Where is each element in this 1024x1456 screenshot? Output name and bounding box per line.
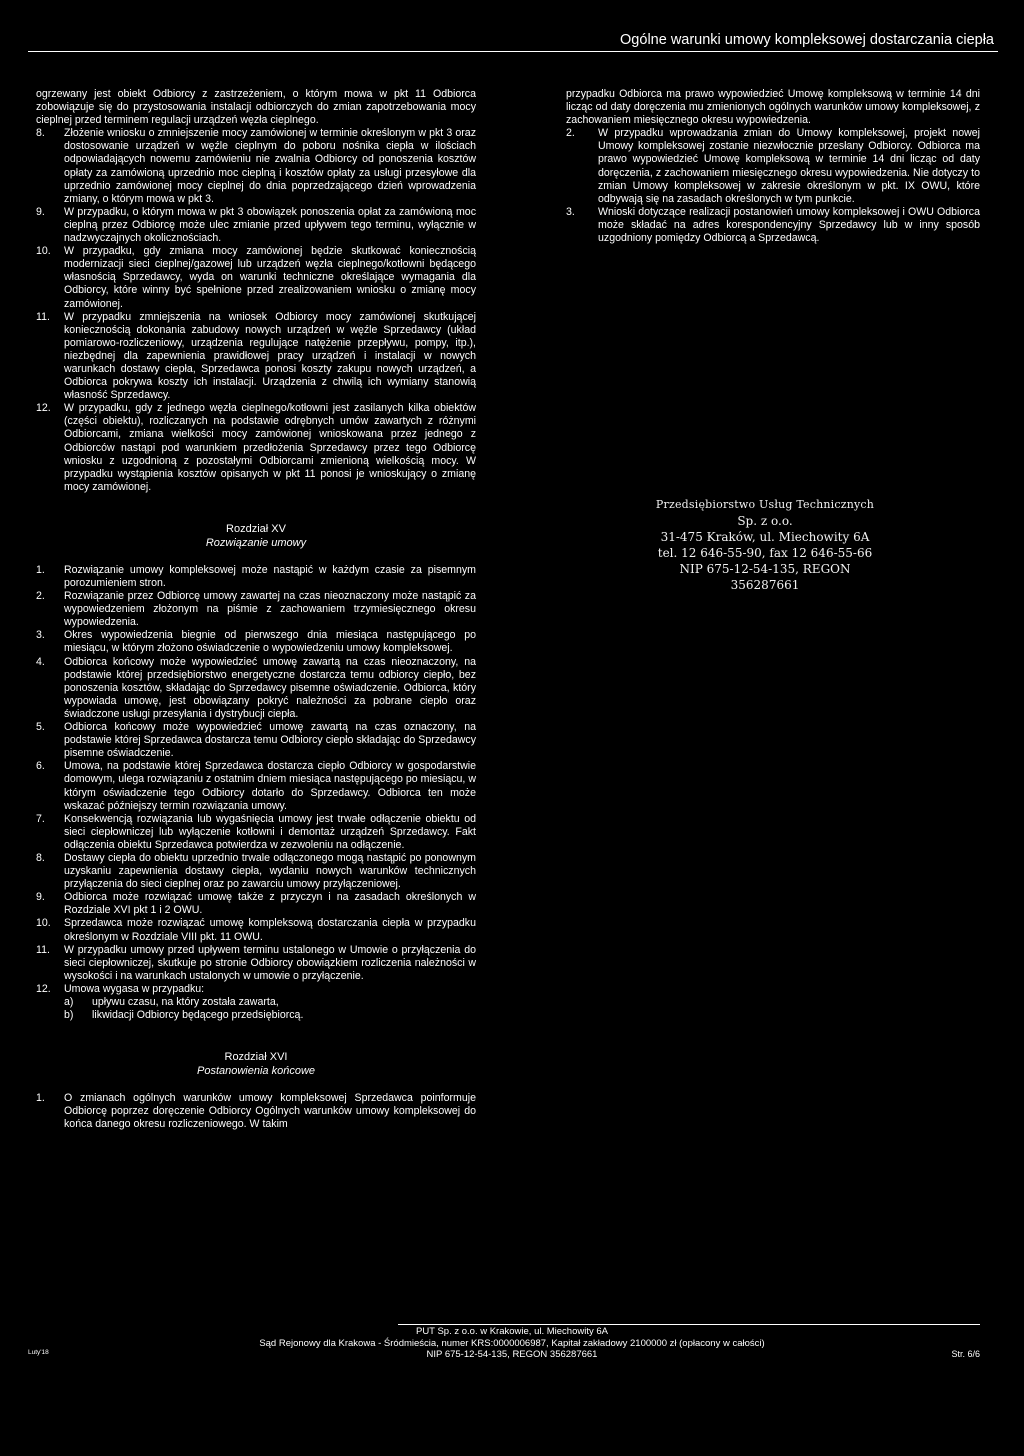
item-text: Konsekwencją rozwiązania lub wygaśnięcia umowy jest trwałe odłączenie obiektu od sieci ciepłowniczej lub wyłączenie kotłowni i demontaż urządzeń Sprzedawcy. Fakt odłączenia obiektu Sprzedawca potwierdza w zezwoleniu na odłączenie. (64, 812, 476, 851)
stamp-legal-form: Sp. z o.o. (737, 514, 793, 528)
sub-item-letter: b) (64, 1009, 74, 1022)
item-text: Odbiorca końcowy może wypowiedzieć umowę zawartą na czas nieoznaczony, na podstawie której przedsiębiorstwo energetyczne dostarcza temu odbiorcy ciepło, bez ponoszenia kosztów, składając do Sprzedawcy pisemne oświadczenie. Odbiorca, który wypowiada umowę, jest obowiązany pokryć należności za pobrane ciepło oraz świadczone usługi przesyłania i dystrybucji ciepła. (64, 655, 476, 720)
list-item (36, 656, 476, 721)
item-number: 4. (36, 655, 45, 668)
section-xvi-items (36, 1092, 476, 1131)
list-item (36, 1092, 476, 1131)
list-item (566, 127, 980, 206)
item-text: W przypadku zmniejszenia na wniosek Odbiorcy mocy zamówionej skutkującej koniecznością dokonania zabudowy nowych urządzeń w węźle Sprzedawcy (układ pomiarowo-rozliczeniowy, urządzenia regulujące natężenie przepływu, pompy, itp.), niezbędnej dla zapewnienia prawidłowej pracy urządzeń i instalacji w nowych warunkach dostawy ciepła, Sprzedawca ponosi koszty zakupu nowych urządzeń, a Odbiorca pokrywa koszty ich instalacji. Urządzenia z chwilą ich wymiany stanowią własność Sprzedawcy. (64, 310, 476, 402)
item-text: W przypadku, o którym mowa w pkt 3 obowiązek ponoszenia opłat za zamówioną moc cieplną przez Odbiorcę może ulec zmianie przed upływem tego terminu, wyłącznie w nadzwyczajnych okolicznościach. (64, 205, 476, 245)
edition-label: Luty'18 (28, 1349, 49, 1356)
item-text: W przypadku, gdy zmiana mocy zamówionej będzie skutkować koniecznością modernizacji sieci cieplnej/gazowej lub urządzeń węzła cieplnego/kotłowni będącego własnością Sprzedawcy, wyda on warunki techniczne określające wymagania dla Odbiorcy, które winny być spełnione przed zrealizowaniem wniosku o zmianę mocy zamówionej. (64, 245, 476, 310)
continued-paragraph: przypadku Odbiorca ma prawo wypowiedzieć Umowę kompleksową w terminie 14 dni licząc od daty doręczenia mu zmienionych ogólnych warunków umowy kompleksowej, z zachowaniem miesięcznego okresu wypowiedzenia. (566, 88, 980, 127)
chapter-heading-xv (36, 522, 476, 550)
item-number: 6. (36, 760, 45, 773)
item-text: Rozwiązanie przez Odbiorcę umowy zawartej na czas nieoznaczony może nastąpić za wypowiedzeniem złożonym na piśmie z zachowaniem trzymiesięcznego okresu wypowiedzenia. (64, 590, 476, 629)
item-number: 7. (36, 812, 45, 825)
section-xiv-items (36, 127, 476, 494)
list-item (36, 891, 476, 917)
sub-item-text: upływu czasu, na który została zawarta, (92, 996, 279, 1008)
item-text: Złożenie wniosku o zmniejszenie mocy zamówionej w terminie określonym w pkt 3 oraz dostosowanie urządzeń w węźle cieplnym do poboru nośnika ciepła w ilościach odpowiadających nowemu zamówieniu nie zwalnia Odbiorcy od ponoszenia kosztów opłaty za zamówioną uprzednio moc cieplną i kosztów opłaty za usługi przesyłowe dla uprzednio zamówionej mocy cieplnej do dnia poprzedzającego dzień wprowadzenia zmiany, o którym mowa w pkt 3. (64, 127, 476, 205)
item-text: W przypadku umowy przed upływem terminu ustalonego w Umowie o przyłączenia do sieci ciepłowniczej, skutkuje po stronie Odbiorcy obowiązkiem rozliczenia należności w wysokości i na warunkach ustalonych w umowie o przyłączenie. (64, 943, 476, 982)
item-number: 2. (566, 127, 575, 140)
item-number: 10. (36, 917, 51, 930)
right-column (566, 88, 980, 245)
sub-list-item (36, 996, 476, 1009)
list-item (566, 206, 980, 245)
item-number: 3. (566, 205, 575, 218)
item-number: 1. (36, 1092, 45, 1105)
chapter-label: Rozdział XVI (224, 1051, 288, 1064)
stamp-phone: tel. 12 646-55-90, fax 12 646-55-66 (657, 546, 873, 560)
item-number: 11. (36, 943, 50, 956)
item-number: 11. (36, 310, 50, 323)
header-divider (28, 51, 998, 52)
footer-tax-ids: NIP 675-12-54-135, REGON 356287661 (426, 1349, 598, 1360)
item-text: O zmianach ogólnych warunków umowy kompleksowej Sprzedawca poinformuje Odbiorcę poprzez doręczenie Odbiorcy Ogólnych warunków umowy kompleksowej do końca danego okresu rozliczeniowego. W takim (64, 1092, 476, 1131)
sub-item-text: likwidacji Odbiorcy będącego przedsiębiorcą. (92, 1009, 304, 1022)
item-text: Umowa wygasa w przypadku: (64, 982, 205, 995)
chapter-title: Rozwiązanie umowy (205, 536, 307, 549)
page-number: Str. 6/6 (951, 1349, 980, 1359)
chapter-heading-xvi (36, 1050, 476, 1078)
list-item (36, 245, 476, 310)
item-number: 2. (36, 590, 45, 603)
chapter-title: Postanowienia końcowe (196, 1065, 316, 1078)
item-number: 5. (36, 721, 45, 734)
list-item (36, 127, 476, 206)
list-item (36, 721, 476, 760)
sub-item-letter: a) (64, 996, 74, 1008)
list-item (36, 813, 476, 852)
continued-paragraph: ogrzewany jest obiekt Odbiorcy z zastrzeżeniem, o którym mowa w pkt 11 Odbiorca zobowiązuje się do przystosowania instalacji odbiorczych do zmian zapotrzebowania mocy cieplnej przed terminem regulacji urządzeń węzła cieplnego. (36, 88, 476, 127)
list-item (36, 311, 476, 403)
document-footer (0, 1326, 1024, 1361)
stamp-tax-ids: NIP 675-12-54-135, REGON 356287661 (679, 562, 851, 592)
company-stamp (650, 497, 880, 593)
item-text: Dostawy ciepła do obiektu uprzednio trwale odłączonego mogą nastąpić po ponownym uzyskaniu zapewnienia dostawy ciepła, wydaniu nowych warunków technicznych przyłączenia do sieci cieplnej oraz po zawarciu umowy przyłączeniowej. (64, 851, 476, 891)
item-number: 12. (36, 982, 51, 995)
list-item (36, 944, 476, 983)
stamp-address: 31-475 Kraków, ul. Miechowity 6A (660, 530, 870, 544)
item-text: W przypadku, gdy z jednego węzła cieplnego/kotłowni jest zasilanych kilka obiektów (części obiektu), rozliczanych na podstawie odrębnych umów zawartych z różnymi Odbiorcami, zmiana wielkości mocy zamówionej wnioskowana przez jednego z Odbiorców nastąpi pod warunkiem przedłożenia Sprzedawcy przez tego Odbiorcę wniosku z uzgodnioną z pozostałymi Odbiorcami zmienioną wielkością mocy. W przypadku wystąpienia kosztów opisanych w pkt 11 ponosi je wnioskujący o zmianę mocy zamówionej. (64, 402, 476, 493)
list-item (36, 917, 476, 943)
list-item (36, 629, 476, 655)
item-text: Wnioski dotyczące realizacji postanowień umowy kompleksowej i OWU Odbiorca może składać na adres korespondencyjny Sprzedawcy lub w inny sposób uzgodniony pomiędzy Odbiorcą a Sprzedawcą. (598, 205, 980, 245)
list-item (36, 564, 476, 590)
item-text: Odbiorca może rozwiązać umowę także z przyczyn i na zasadach określonych w Rozdziale XVI pkt 1 i 2 OWU. (64, 891, 476, 917)
item-number: 10. (36, 245, 51, 258)
stamp-company-name: Przedsiębiorstwo Usług Technicznych (655, 498, 875, 511)
item-number: 9. (36, 205, 45, 218)
item-number: 8. (36, 851, 45, 864)
chapter-label: Rozdział XV (226, 522, 286, 535)
footer-registry: Sąd Rejonowy dla Krakowa - Śródmieścia, numer KRS:0000006987, Kapitał zakładowy 2100000 zł (opłacony w całości) (259, 1337, 765, 1349)
document-title: Ogólne warunki umowy kompleksowej dostarczania ciepła (620, 32, 994, 48)
list-item (36, 852, 476, 891)
item-text: Umowa, na podstawie której Sprzedawca dostarcza ciepło Odbiorcy w gospodarstwie domowym, ulega rozwiązaniu z ostatnim dniem miesiąca następującego po miesiącu, w którym oświadczenie tego Odbiorcy dotarło do Sprzedawcy. Odbiorca ten może wskazać późniejszy termin rozwiązania umowy. (64, 760, 476, 812)
list-item (36, 760, 476, 812)
list-item (36, 402, 476, 494)
footer-company: PUT Sp. z o.o. w Krakowie, ul. Miechowity 6A (415, 1326, 608, 1337)
item-number: 1. (36, 563, 45, 576)
item-text: Okres wypowiedzenia biegnie od pierwszego dnia miesiąca następującego po miesiącu, w którym złożono oświadczenie o wypowiedzeniu umowy kompleksowej. (64, 629, 476, 655)
item-number: 3. (36, 629, 45, 642)
list-item (36, 590, 476, 629)
item-number: 12. (36, 402, 51, 415)
footer-divider (398, 1324, 980, 1325)
item-text: Sprzedawca może rozwiązać umowę kompleksową dostarczania ciepła w przypadku określonym w Rozdziale VIII pkt. 11 OWU. (64, 917, 476, 943)
list-item (36, 983, 476, 996)
left-column (36, 88, 476, 1131)
list-item (36, 206, 476, 245)
item-number: 9. (36, 891, 45, 904)
section-xv-items (36, 564, 476, 1022)
document-header (28, 32, 996, 48)
item-text: W przypadku wprowadzania zmian do Umowy kompleksowej, projekt nowej Umowy kompleksowej zostanie niezwłocznie przesłany Odbiorcy. Odbiorca ma prawo wypowiedzieć Umowę kompleksową w terminie 14 dni licząc od daty doręczenia, z zachowaniem miesięcznego okresu wypowiedzenia. Nie dotyczy to zmian Umowy kompleksowej w zakresie określonym w pkt. IX OWU, które odbywają się na zasadach określonych w tym punkcie. (598, 127, 980, 205)
item-text: Odbiorca końcowy może wypowiedzieć umowę zawartą na czas oznaczony, na podstawie której Sprzedawca dostarcza temu Odbiorcy ciepło składając do Sprzedawcy pisemne oświadczenie. (64, 721, 476, 760)
item-text: Rozwiązanie umowy kompleksowej może nastąpić w każdym czasie za pisemnym porozumieniem stron. (64, 563, 476, 589)
item-number: 8. (36, 127, 45, 140)
sub-list-item (36, 1009, 476, 1022)
